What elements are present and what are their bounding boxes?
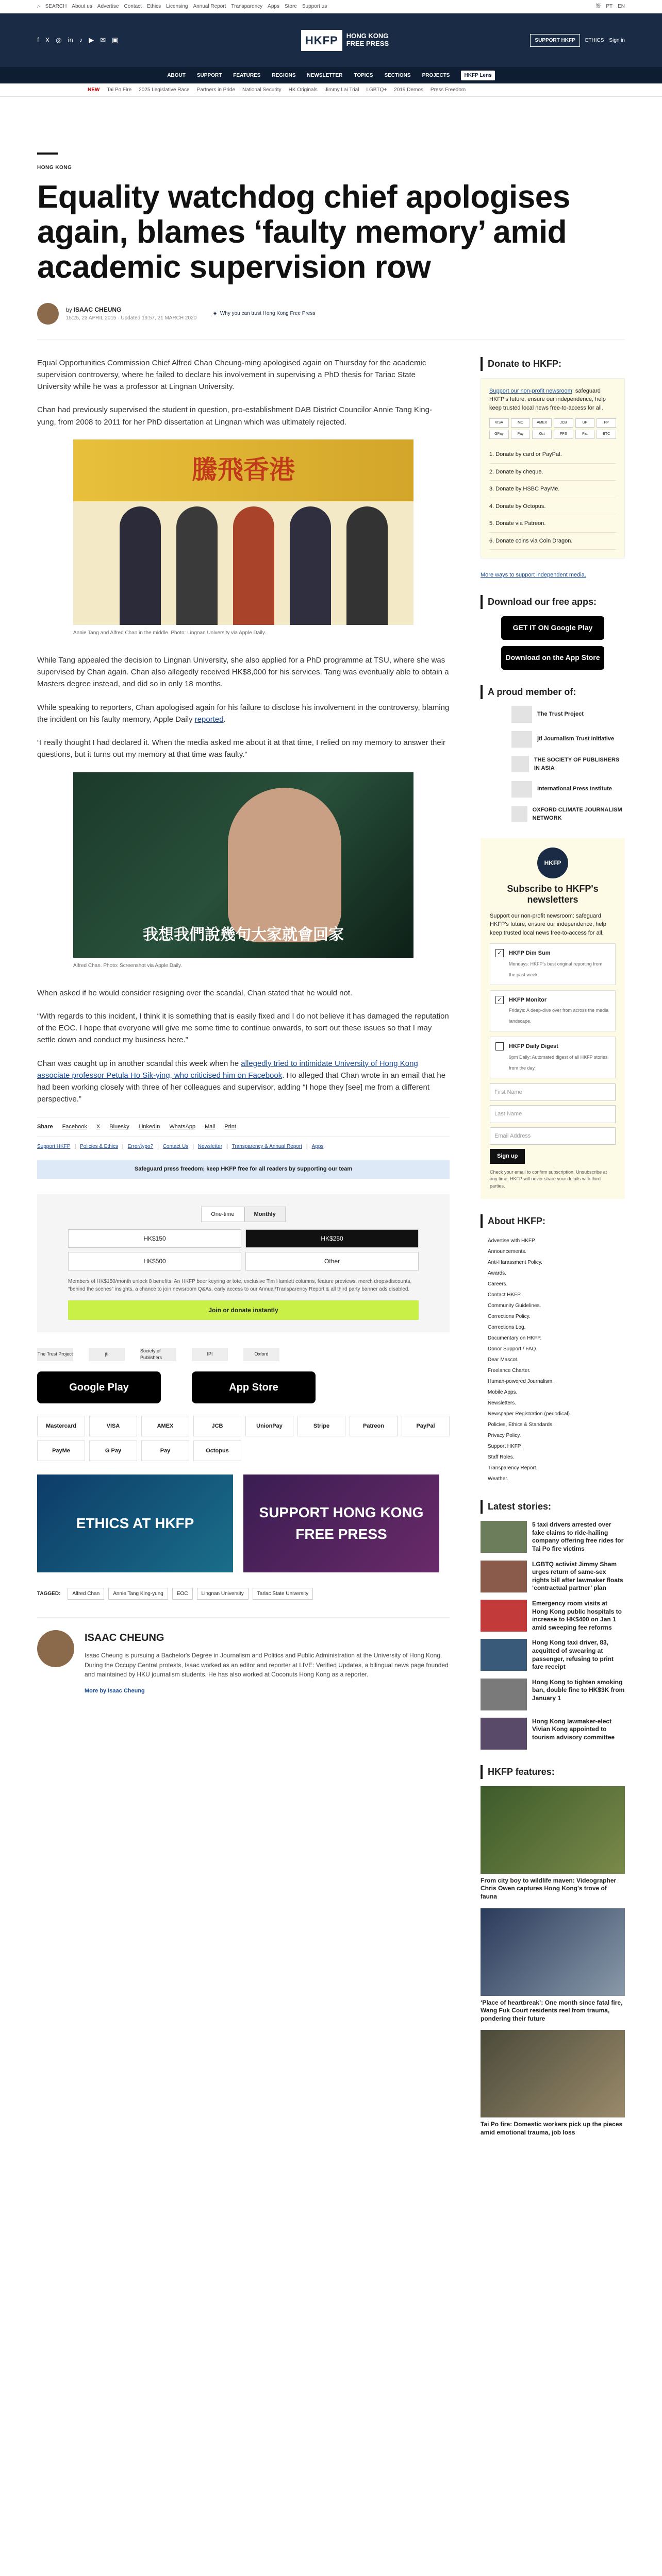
support-newsroom-link[interactable]: Support our non-profit newsroom [489, 387, 572, 394]
signup-fineprint: Check your email to confirm subscription. Unsubscribe at any time. HKFP will never share your details with third parties. [490, 1169, 607, 1189]
google-play-button[interactable]: GET IT ON Google Play [501, 616, 604, 640]
payment-logo[interactable]: Stripe [297, 1416, 345, 1436]
payment-logo[interactable]: Patreon [350, 1416, 398, 1436]
mail-icon[interactable]: ✉ [100, 36, 106, 44]
donate-way[interactable]: 6. Donate coins via Coin Dragon. [489, 533, 616, 550]
nav-item-regions[interactable]: REGIONS [272, 72, 296, 78]
sidebar-heading: HKFP features: [481, 1765, 625, 1779]
share-linkedin[interactable]: LinkedIn [138, 1123, 160, 1130]
tagged-label: TAGGED: [37, 1591, 61, 1597]
footer-link[interactable]: Policies & Ethics [80, 1144, 119, 1150]
about-link[interactable]: Newspaper Registration (periodical). [488, 1411, 571, 1417]
about-link[interactable]: Corrections Policy. [488, 1314, 531, 1320]
about-link[interactable]: Transparency Report. [488, 1465, 538, 1471]
author-bio: Isaac Cheung is pursuing a Bachelor's Degree in Journalism and Politics and Public Administration at the University of Hong Kong. During the Occupy Central protests, Isaac worked as an editor and reporter at LIVE: Verified Updates, a bilingual news page founded and maintained by HKU journalism students. He has also worked at Coconuts Hong Kong as a reporter. [85, 1652, 449, 1679]
promo-banners [37, 1475, 450, 1572]
article-photo[interactable] [73, 439, 413, 625]
about-link[interactable]: Weather. [488, 1476, 508, 1482]
author-name[interactable]: ISAAC CHEUNG [73, 306, 122, 313]
share-x[interactable]: X [96, 1123, 101, 1130]
sidebar-heading: Download our free apps: [481, 595, 625, 609]
member-badges [37, 1348, 450, 1361]
card-logo: MC [511, 418, 531, 428]
paragraph: Chan had previously supervised the student in question, pro-establishment DAB District Councilor Annie Tang King-yung, from 2008 to 2011 for her PhD dissertation at Lingnan which was ultimately rejected. [37, 405, 432, 427]
footer-link[interactable]: Newsletter [197, 1144, 223, 1150]
search-link[interactable]: SEARCH [45, 4, 67, 9]
tag-chip[interactable]: Annie Tang King-yung [108, 1588, 168, 1600]
last-name-field[interactable]: Last Name [490, 1105, 616, 1123]
amount-option-other[interactable]: Other [245, 1252, 419, 1270]
story-item[interactable]: LGBTQ activist Jimmy Sham urges return of same-sex rights bill after lawmaker floats ‘contractual partner’ plan [481, 1561, 625, 1592]
story-item[interactable]: Hong Kong lawmaker-elect Vivian Kong appointed to tourism advisory committee [481, 1718, 625, 1750]
topbar-link[interactable]: Annual Report [193, 4, 226, 9]
amount-option[interactable]: HK$500 [68, 1252, 241, 1270]
card-logo: VISA [489, 418, 509, 428]
article-title: Equality watchdog chief apologises again, blames ‘faulty memory’ amid academic supervision row [37, 179, 570, 285]
signup-button[interactable]: Sign up [490, 1149, 525, 1164]
paragraph: When asked if he would consider resigning over the scandal, Chan stated that he would not. [37, 988, 353, 997]
search-icon[interactable]: ⌕ [37, 4, 40, 9]
tag-link[interactable]: LGBTQ+ [366, 87, 387, 93]
donate-way[interactable]: 2. Donate by cheque. [489, 464, 616, 481]
tiktok-icon[interactable]: ♪ [79, 36, 83, 44]
amount-option-selected[interactable]: HK$250 [245, 1229, 419, 1248]
payment-methods [37, 1416, 450, 1461]
card-logo: JCB [554, 418, 573, 428]
tag-link[interactable]: Press Freedom [430, 87, 466, 93]
badge-logo[interactable]: The Trust Project [37, 1348, 73, 1361]
about-link[interactable]: Human-powered Journalism. [488, 1379, 554, 1385]
signin-link[interactable]: Sign in [609, 37, 625, 43]
article-tags [37, 1588, 450, 1600]
card-logo: FPS [554, 430, 573, 439]
about-link[interactable]: Policies, Ethics & Standards. [488, 1422, 554, 1428]
footer-link[interactable]: Contact Us [162, 1144, 189, 1150]
topbar-link[interactable]: About us [72, 4, 92, 9]
donate-widget [37, 1194, 450, 1333]
tag-link[interactable]: 2019 Demos [394, 87, 423, 93]
card-logo: BTC [597, 430, 616, 439]
footer-link[interactable]: Support HKFP [37, 1144, 71, 1150]
about-link[interactable]: Staff Roles. [488, 1454, 515, 1461]
newsletter-option[interactable]: HKFP Daily Digest 9pm Daily: Automated digest of all HKFP stories from the day. [490, 1037, 616, 1078]
more-by-author-link[interactable]: More by Isaac Cheung [85, 1687, 145, 1694]
more-ways-link[interactable]: More ways to support independent media. [481, 572, 586, 579]
story-item[interactable]: Emergency room visits at Hong Kong public hospitals to increase to HK$400 on Jan 1 amid sweeping fee reforms [481, 1600, 625, 1632]
tag-chip[interactable]: Tarlac State University [253, 1588, 313, 1600]
about-link[interactable]: Careers. [488, 1281, 508, 1287]
about-link[interactable]: Mobile Apps. [488, 1389, 518, 1396]
photo-caption: Annie Tang and Alfred Chan in the middle. Photo: Lingnan University via Apple Daily. [73, 630, 266, 636]
checkbox-checked[interactable]: ✓ [495, 996, 504, 1004]
tag-chip[interactable]: Alfred Chan [68, 1588, 104, 1600]
ethics-link[interactable]: ETHICS [585, 37, 604, 43]
donate-sidebar: Support our non-profit newsroom: safeguard HKFP's future, ensure our independence, help keep trusted local news free-to-access for all. VISA MC AMEX JCB UP PP GPay Pay Oct FPS Pat BTC 1. Donate by card or PayPal. 2. Donate by cheque. 3. Donate by HSBC PayMe. 4. Donate by Octopus. 5. Donate via Patreon. 6. Donate coins via Coin Dragon. [481, 378, 625, 559]
first-name-field[interactable]: First Name [490, 1083, 616, 1101]
about-link[interactable]: Community Guidelines. [488, 1303, 541, 1309]
author-box [37, 1617, 450, 1696]
newsletter-signup [481, 838, 625, 1199]
donate-way[interactable]: 1. Donate by card or PayPal. [489, 446, 616, 464]
tag-chip[interactable]: Lingnan University [197, 1588, 249, 1600]
checkbox-checked[interactable]: ✓ [495, 949, 504, 957]
donate-note: Members of HK$150/month unlock 8 benefits: An HKFP beer keyring or tote, exclusive Tim Hamlett columns, feature previews, merch drops/discounts, “behind the scenes” insights, a chance to join newsroom Q&As, early access to our Annual/Transparency Report & all third party banner ads disabled. [68, 1279, 412, 1293]
share-print[interactable]: Print [224, 1123, 236, 1130]
payment-logo[interactable]: VISA [89, 1416, 137, 1436]
shield-icon: ◈ [213, 311, 217, 317]
photo-caption: Alfred Chan. Photo: Screenshot via Apple Daily. [73, 962, 183, 969]
app-store-button[interactable]: App Store [192, 1371, 316, 1403]
reported-link[interactable]: reported [194, 715, 224, 724]
payment-logo[interactable]: JCB [193, 1416, 241, 1436]
newsletter-logo: HKFP [537, 848, 568, 878]
main-nav [0, 67, 662, 83]
tag-chip[interactable]: EOC [172, 1588, 193, 1600]
about-link[interactable]: Newsletters. [488, 1400, 517, 1406]
lang-en[interactable]: EN [618, 4, 625, 9]
article-photo[interactable] [73, 772, 413, 958]
donate-way[interactable]: 3. Donate by HSBC PayMe. [489, 481, 616, 498]
paragraph: Chan was caught up in another scandal this week when he allegedly tried to intimidate University of Hong Kong associate professor Petula Ho Sik-ying, who criticised him on Facebook. Ho alleged that Chan wrote in an email that he had been working closely with three of her colleagues and supervisor, adding “I hope they [see] me from a different perspective.” [37, 1059, 446, 1104]
nav-item-lens[interactable]: HKFP Lens [461, 71, 494, 80]
sidebar [481, 357, 625, 2144]
tag-link[interactable]: Partners in Pride [196, 87, 236, 93]
byline [37, 303, 625, 340]
topbar-link[interactable]: Support us [302, 4, 327, 9]
story-item[interactable]: 5 taxi drivers arrested over fake claims to ride-hailing company offering free rides for Tai Po fire victims [481, 1521, 625, 1553]
about-link[interactable]: Documentary on HKFP. [488, 1335, 542, 1342]
author-avatar[interactable] [37, 1630, 74, 1667]
paragraph: “With regards to this incident, I think it is something that is easily fixed and I do not believe it has damaged the reputation of the EOC. I hope that everyone will give me some time to continue onwards, to sort out these issues so that I may settle down and conduct my business here.” [37, 1011, 449, 1045]
topbar-link[interactable]: Contact [124, 4, 142, 9]
checkbox[interactable] [495, 1042, 504, 1050]
article-date: 15:25, 23 APRIL 2015 · Updated 19:57, 21 MARCH 2020 [66, 315, 197, 321]
share-label: Share [37, 1123, 53, 1130]
linkedin-icon[interactable]: in [68, 36, 73, 44]
paragraph: Equal Opportunities Commission Chief Alfred Chan Cheung-ming apologised again on Thursday for the academic supervision controversy, where he failed to declare his involvement in supervising a PhD thesis for Tariac State University while he was a professor at Lingnan University. [37, 358, 426, 392]
about-link[interactable]: Corrections Log. [488, 1325, 526, 1331]
card-logo: GPay [489, 430, 509, 439]
site-logo[interactable] [301, 30, 389, 51]
article-footer-links: Support HKFP | Policies & Ethics | Error/typo? | Contact Us | Newsletter | Transparency & Annual Report | Apps [37, 1144, 324, 1150]
tag-link[interactable]: Jimmy Lai Trial [324, 87, 359, 93]
topbar-link[interactable]: Advertise [97, 4, 119, 9]
topbar-link[interactable]: Transparency [231, 4, 263, 9]
topbar-link[interactable]: Ethics [146, 4, 161, 9]
share-mail[interactable]: Mail [205, 1123, 216, 1130]
newsletter-desc: Support our non-profit newsroom: safeguard HKFP's future, ensure our independence, help keep trusted local news free-to-access for all. [490, 912, 606, 936]
tag-link[interactable]: HK Originals [288, 87, 318, 93]
store-buttons [37, 1371, 450, 1403]
nav-item-features[interactable]: FEATURES [233, 72, 261, 78]
ethics-promo[interactable]: ETHICS AT HKFP [37, 1475, 233, 1572]
badge-logo[interactable]: Society of Publishers [140, 1348, 176, 1361]
feature-item[interactable]: ‘Place of heartbreak’: One month since fatal fire, Wang Fuk Court residents reel from trauma, pondering their future [481, 1908, 625, 2023]
nav-item-sections[interactable]: SECTIONS [384, 72, 411, 78]
nav-item-topics[interactable]: TOPICS [354, 72, 373, 78]
payment-logo[interactable]: Octopus [193, 1440, 241, 1461]
about-link[interactable]: Awards. [488, 1270, 506, 1277]
payment-logo[interactable]: UnionPay [245, 1416, 293, 1436]
trending-tags [0, 83, 662, 97]
join-button[interactable]: Join or donate instantly [68, 1300, 419, 1320]
paragraph: While speaking to reporters, Chan apologised again for his failure to disclose his involvement in the controversy, blaming the incident on his faulty memory, Apple Daily reported. [37, 703, 450, 724]
tag-link[interactable]: 2025 Legislative Race [139, 87, 190, 93]
share-facebook[interactable]: Facebook [62, 1123, 87, 1130]
section-label[interactable]: HONG KONG [37, 165, 72, 171]
about-list [481, 1235, 625, 1484]
payment-logo[interactable]: Pay [141, 1440, 189, 1461]
payment-logo[interactable]: PayPal [402, 1416, 450, 1436]
payment-logo[interactable]: AMEX [141, 1416, 189, 1436]
rss-icon[interactable]: ▣ [112, 36, 119, 44]
member-logo[interactable]: International Press Institute [511, 781, 625, 798]
app-store-button[interactable]: Download on the App Store [501, 646, 604, 670]
newsletter-title: Subscribe to HKFP's newsletters [507, 883, 599, 905]
lang-pt[interactable]: PT [606, 4, 613, 9]
card-logo: PP [597, 418, 616, 428]
feature-item[interactable]: Tai Po fire: Domestic workers pick up the pieces amid emotional trauma, job loss [481, 2030, 625, 2137]
photo-banner-text: 騰飛香港 [73, 439, 413, 501]
nav-item-support[interactable]: SUPPORT [196, 72, 222, 78]
nav-item-projects[interactable]: PROJECTS [422, 72, 450, 78]
topbar-link[interactable]: Licensing [166, 4, 188, 9]
share-bar [37, 1117, 450, 1137]
google-play-button[interactable]: Google Play [37, 1371, 161, 1403]
card-logo: AMEX [532, 418, 552, 428]
site-header [0, 13, 662, 67]
top-bar [0, 0, 662, 13]
about-link[interactable]: Contact HKFP. [488, 1292, 522, 1298]
newsletter-option[interactable]: ✓ HKFP Dim Sum Mondays: HKFP's best original reporting from the past week. [490, 943, 616, 985]
logo-box: HKFP [301, 30, 342, 51]
footer-link[interactable]: Error/typo? [127, 1144, 154, 1150]
about-link[interactable]: Announcements. [488, 1249, 527, 1255]
member-logo[interactable]: The Trust Project [511, 706, 625, 723]
trust-link[interactable]: ◈ Why you can trust Hong Kong Free Press [213, 311, 316, 317]
story-item[interactable]: Hong Kong taxi driver, 83, acquitted of swearing at passenger, refusing to print fare receipt [481, 1639, 625, 1671]
about-link[interactable]: Freelance Charter. [488, 1368, 531, 1374]
story-item[interactable]: Hong Kong to tighten smoking ban, double fine to HK$3K from January 1 [481, 1679, 625, 1710]
support-promo[interactable]: SUPPORT HONG KONG FREE PRESS [243, 1475, 439, 1572]
section-rule [37, 152, 58, 155]
facebook-icon[interactable]: f [37, 36, 39, 44]
share-bluesky[interactable]: Bluesky [109, 1123, 129, 1130]
amount-option[interactable]: HK$150 [68, 1229, 241, 1248]
sidebar-heading: About HKFP: [481, 1214, 625, 1228]
social-links [37, 35, 118, 45]
photo-subtitle: 我想我們說幾句大家就會回家 [143, 926, 344, 943]
member-logo[interactable]: THE SOCIETY OF PUBLISHERS IN ASIA [511, 756, 625, 773]
about-link[interactable]: Anti-Harassment Policy. [488, 1260, 542, 1266]
byline-by: by [66, 307, 72, 313]
about-link[interactable]: Advertise with HKFP. [488, 1238, 536, 1244]
support-button[interactable]: SUPPORT HKFP [530, 34, 580, 47]
new-badge: NEW [88, 87, 100, 93]
author-avatar[interactable] [37, 303, 59, 325]
payment-logo[interactable]: G Pay [89, 1440, 137, 1461]
sidebar-heading: Donate to HKFP: [481, 357, 625, 371]
badge-logo[interactable]: Oxford [243, 1348, 279, 1361]
safeguard-banner[interactable]: Safeguard press freedom; keep HKFP free for all readers by supporting our team [37, 1160, 450, 1179]
tag-link[interactable]: Tai Po Fire [107, 87, 132, 93]
member-logo[interactable]: OXFORD CLIMATE JOURNALISM NETWORK [511, 806, 625, 823]
logo-text: HONG KONG FREE PRESS [346, 32, 389, 47]
about-link[interactable]: Support HKFP. [488, 1444, 522, 1450]
badge-logo[interactable]: jti [89, 1348, 125, 1361]
card-logo: Pay [511, 430, 531, 439]
toggle-one-time[interactable]: One-time [201, 1207, 244, 1223]
share-whatsapp[interactable]: WhatsApp [169, 1123, 196, 1130]
sidebar-heading: Latest stories: [481, 1500, 625, 1514]
youtube-icon[interactable]: ▶ [89, 36, 94, 44]
latest-stories [481, 1521, 625, 1750]
feature-item[interactable]: From city boy to wildlife maven: Videographer Chris Owen captures Hong Kong's trove of fauna [481, 1786, 625, 1901]
sidebar-heading: A proud member of: [481, 685, 625, 699]
donate-way[interactable]: 4. Donate by Octopus. [489, 498, 616, 516]
topbar-link[interactable]: Apps [268, 4, 279, 9]
paragraph: While Tang appealed the decision to Lingnan University, she also applied for a PhD programme at TSU, where she was supervised by Chan again. Chan also allegedly received HK$8,000 for his services. Tang was eventually able to obtain a Masters degree instead, and did so in only 18 months. [37, 655, 449, 689]
toggle-monthly[interactable]: Monthly [244, 1207, 286, 1223]
card-logo: Oct [532, 430, 552, 439]
x-icon[interactable]: X [45, 36, 50, 44]
author-box-name[interactable]: ISAAC CHEUNG [85, 1632, 164, 1644]
lang-zh[interactable]: 繁 [595, 4, 601, 9]
nav-item-newsletter[interactable]: NEWSLETTER [307, 72, 343, 78]
card-logo: UP [575, 418, 595, 428]
instagram-icon[interactable]: ◎ [56, 36, 62, 44]
badge-logo[interactable]: IPI [192, 1348, 228, 1361]
email-field[interactable]: Email Address [490, 1127, 616, 1145]
newsletter-option[interactable]: ✓ HKFP Monitor Fridays: A deep-dive over from across the media landscape. [490, 990, 616, 1032]
article-body [37, 357, 450, 2144]
nav-item-about[interactable]: ABOUT [167, 72, 186, 78]
card-logo: Pat [575, 430, 595, 439]
donate-way[interactable]: 5. Donate via Patreon. [489, 515, 616, 533]
payment-logo[interactable]: Mastercard [37, 1416, 85, 1436]
about-link[interactable]: Dear Mascot. [488, 1357, 519, 1363]
topbar-link[interactable]: Store [284, 4, 297, 9]
tag-link[interactable]: National Security [242, 87, 282, 93]
about-link[interactable]: Privacy Policy. [488, 1433, 521, 1439]
about-link[interactable]: Donor Support / FAQ. [488, 1346, 538, 1352]
member-logo[interactable]: jti Journalism Trust Initiative [511, 731, 625, 748]
paragraph: “I really thought I had declared it. When the media asked me about it at that time, I relied on my memory to answer their questions, but it turns out my memory at that time was faulty.” [37, 738, 446, 759]
payment-logo[interactable]: PayMe [37, 1440, 85, 1461]
intimidate-link[interactable]: allegedly tried to intimidate University of Hong Kong associate professor Petula Ho Sik-ying, who criticised him on Facebook [37, 1059, 418, 1080]
footer-link[interactable]: Apps [311, 1144, 324, 1150]
footer-link[interactable]: Transparency & Annual Report [231, 1144, 303, 1150]
